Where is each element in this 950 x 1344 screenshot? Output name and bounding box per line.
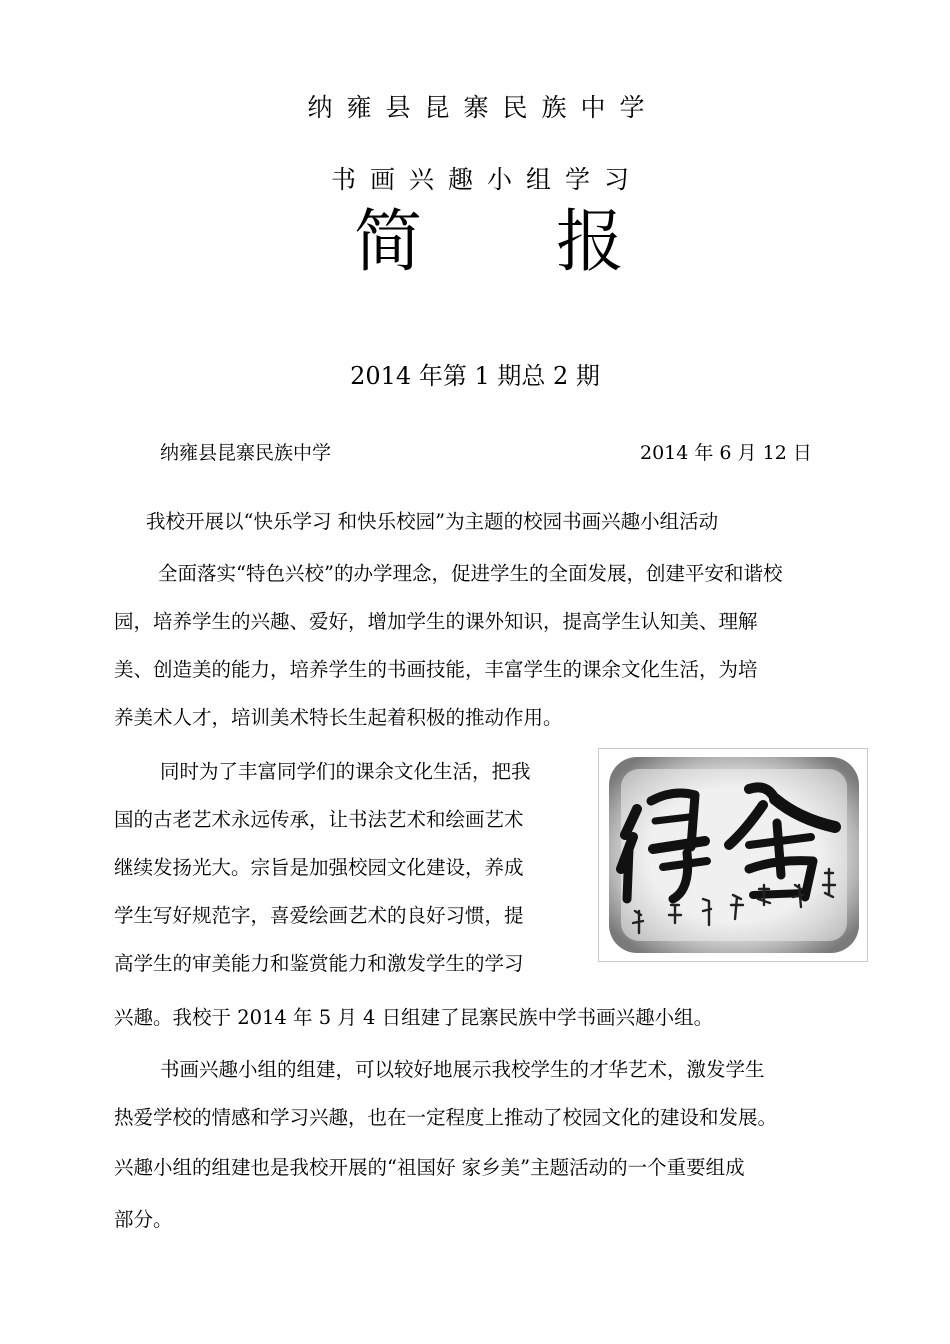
publisher: 纳雍县昆寨民族中学 [160,442,332,464]
group-title: 书画兴趣小组学习 [330,165,643,194]
body-line: 部分。 [114,1208,173,1231]
body-line: 养美术人才，培训美术特长生起着积极的推动作用。 [114,706,563,729]
body-line: 继续发扬光大。宗旨是加强校园文化建设，养成 [114,856,524,879]
body-line: 国的古老艺术永远传承，让书法艺术和绘画艺术 [114,808,524,831]
issue-number: 2014 年第 1 期总 2 期 [350,362,600,390]
publish-date: 2014 年 6 月 12 日 [640,442,812,464]
body-line: 兴趣小组的组建也是我校开展的“祖国好 家乡美”主题活动的一个重要组成 [114,1156,745,1179]
body-line: 园，培养学生的兴趣、爱好，增加学生的课外知识，提高学生认知美、理解 [114,610,758,633]
bulletin-title-char-1: 简 [354,203,423,282]
body-line: 热爱学校的情感和学习兴趣，也在一定程度上推动了校园文化的建设和发展。 [114,1106,778,1129]
body-line: 我校开展以“快乐学习 和快乐校园”为主题的校园书画兴趣小组活动 [146,510,719,533]
body-line: 全面落实“特色兴校”的办学理念，促进学生的全面发展，创建平安和谐校 [158,562,783,585]
bulletin-title-char-2: 报 [556,203,625,282]
body-line: 书画兴趣小组的组建，可以较好地展示我校学生的才华艺术，激发学生 [160,1058,765,1081]
calligraphy-photo [598,748,868,962]
body-line: 高学生的审美能力和鉴赏能力和激发学生的学习 [114,952,524,975]
body-line: 学生写好规范字，喜爱绘画艺术的良好习惯，提 [114,904,524,927]
body-line: 美、创造美的能力，培养学生的书画技能，丰富学生的课余文化生活，为培 [114,658,758,681]
school-title: 纳雍县昆寨民族中学 [307,93,659,122]
body-line: 同时为了丰富同学们的课余文化生活，把我 [160,760,531,783]
body-line: 兴趣。我校于 2014 年 5 月 4 日组建了昆寨民族中学书画兴趣小组。 [114,1006,714,1029]
